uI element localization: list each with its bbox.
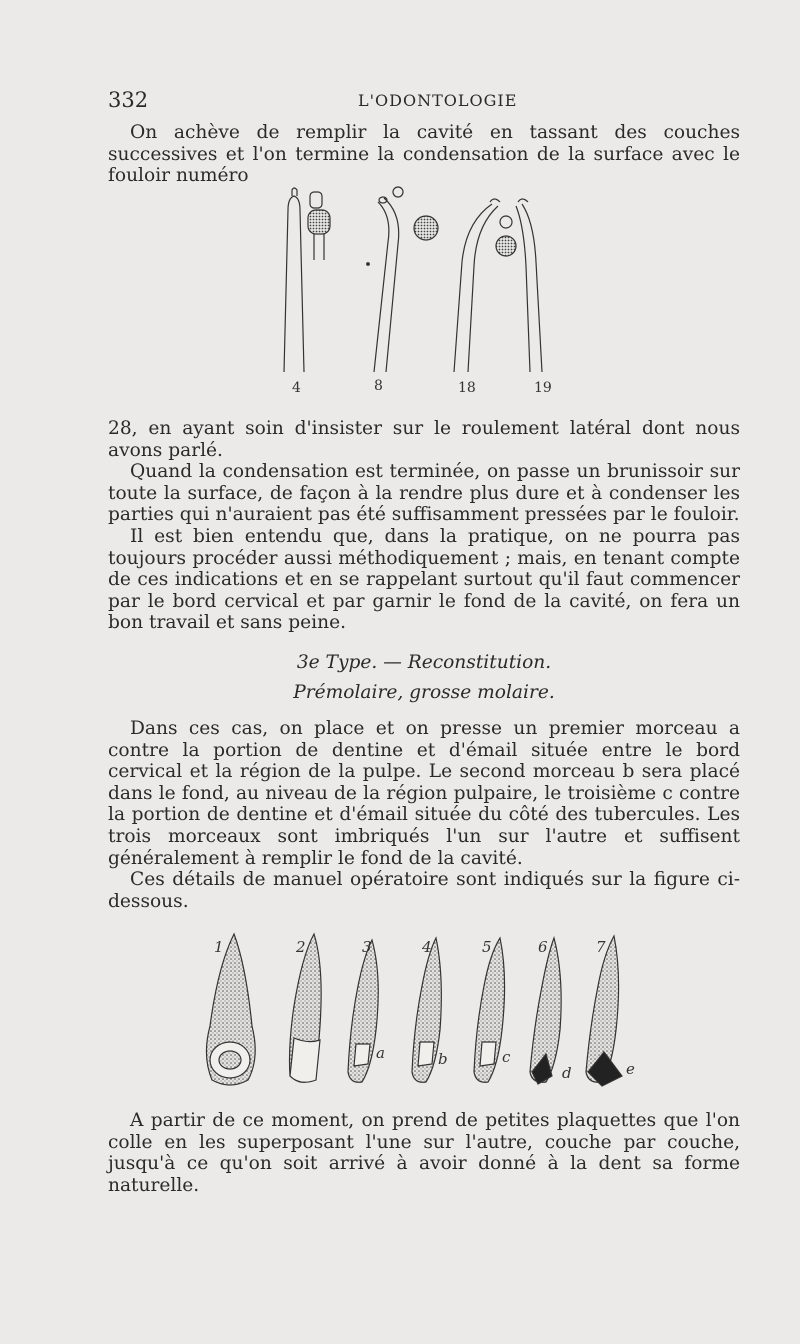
figure-instruments (270, 182, 570, 400)
tooth-number-7: 7 (596, 938, 606, 956)
paragraph-2: 28, en ayant soin d'insister sur le roulement latéral dont nous avons parlé. (108, 418, 740, 461)
tooth-letter-e: e (626, 1060, 635, 1078)
paragraph-3: Quand la condensation est terminée, on passe un brunissoir sur toute la surface, de façon à la rendre plus dure et à condenser les parties qui n'auraient pas été suffisamment pressées par le fouloir. (108, 461, 740, 526)
tooth-letter-c: c (502, 1048, 511, 1066)
body-text-type3 (108, 718, 740, 912)
label-19: 19 (534, 380, 552, 396)
instrument-8 (367, 187, 438, 372)
running-title: L'ODONTOLOGIE (358, 91, 518, 110)
paragraph-6: Ces détails de manuel opératoire sont indiqués sur la figure ci-dessous. (108, 869, 740, 912)
tooth-number-5: 5 (482, 938, 492, 956)
instrument-4 (284, 188, 330, 372)
figure-teeth (190, 926, 670, 1092)
tooth-letter-d: d (562, 1064, 572, 1082)
tooth-7 (586, 936, 622, 1086)
page-header (108, 88, 740, 114)
instrument-18-19 (454, 199, 570, 372)
page-number: 332 (108, 88, 149, 112)
section-heading: 3e Type. — Reconstitution. (296, 652, 552, 673)
paragraph-intro (108, 122, 740, 187)
paragraph-4: Il est bien entendu que, dans la pratique, on ne pourra pas toujours procéder aussi méthodiquement ; mais, en tenant compte de ces indications et en se rappelant surtout qu'il faut commencer par le bord cervical et par garnir le fond de la cavité, on fera un bon travail et sans peine. (108, 525, 740, 634)
tooth-2 (290, 934, 322, 1082)
tooth-number-2: 2 (296, 938, 306, 956)
tooth-1 (206, 934, 255, 1085)
body-text-final (108, 1110, 740, 1196)
tooth-letter-b: b (438, 1050, 448, 1068)
paragraph-5: Dans ces cas, on place et on presse un premier morceau a contre la portion de dentine et d'émail située entre le bord cervical et la région de la pulpe. Le second morceau b sera placé dans le fond, au niveau de la région pulpaire, le troisième c contre la portion de dentine et d'émail située du côté des tubercules. Les trois morceaux sont imbriqués l'un sur l'autre et suffisent généralement à remplir le fond de la cavité. (108, 718, 740, 869)
tooth-5 (474, 938, 505, 1082)
label-8: 8 (374, 378, 383, 394)
tooth-3 (348, 940, 378, 1082)
tooth-number-6: 6 (538, 938, 548, 956)
paragraph-7: A partir de ce moment, on prend de petites plaquettes que l'on colle en les superposant l'une sur l'autre, couche par couche, jusqu'à ce qu'on soit arrivé à avoir donné à la dent sa forme naturelle. (108, 1110, 740, 1196)
tooth-number-1: 1 (214, 938, 224, 956)
tooth-6 (530, 938, 561, 1084)
paragraph-1: On achève de remplir la cavité en tassant des couches successives et l'on termine la condensation de la surface avec le fouloir numéro (108, 122, 740, 187)
tooth-letter-a: a (376, 1044, 385, 1062)
body-text-main (108, 418, 740, 634)
tooth-4 (412, 938, 441, 1082)
label-18: 18 (458, 380, 476, 396)
label-4: 4 (292, 380, 301, 396)
tooth-number-4: 4 (422, 938, 432, 956)
tooth-number-3: 3 (362, 938, 372, 956)
section-subheading: Prémolaire, grosse molaire. (293, 682, 555, 703)
